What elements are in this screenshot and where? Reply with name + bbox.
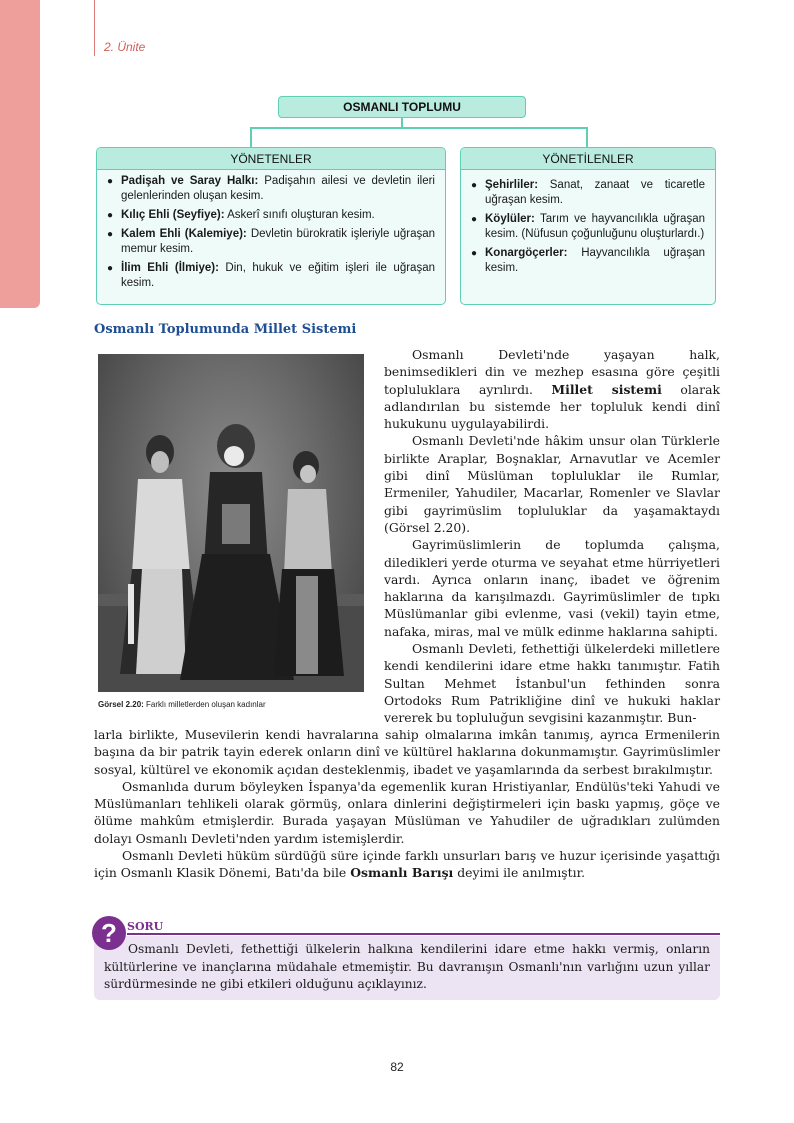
paragraph: Osmanlı Devleti, fethettiği ülkelerdeki milletlere kendi kendilerini idare etme hakkı tanımıştır. Fatih Sultan Mehmet İstanbul'un fethinden sonra Ortodoks Rum Patrikliğine dinî ve hukuki haklar vererek bu topluluğun sevgisini kazanmıştır. Bun- bbox=[384, 641, 720, 726]
paragraph: Osmanlıda durum böyleyken İspanya'da egemenlik kuran Hristiyanlar, Endülüs'teki Yahudi ve Müslümanları tehlikeli olarak görmüş, onlara dinlerini değiştirmeleri için baskı yapmış, göçe ve ölüme mahkûm etmişlerdir. Burada yaşayan Müslüman ve Yahudiler de uğradıkları zulümden dolayı Osmanlı Devleti'nden yardım istemişlerdir. bbox=[94, 778, 720, 846]
paragraph: Osmanlı Devleti hüküm sürdüğü süre içinde farklı unsurları barış ve huzur içerisinde yaşattığı için Osmanlı Klasik Dönemi, Batı'da bile Osmanlı Barışı deyimi ile anılmıştır. bbox=[94, 848, 720, 881]
paragraph: Osmanlı Devleti'nde hâkim unsur olan Türklerle birlikte Araplar, Boşnaklar, Arnavutlar ve Acemler gibi dinî Müslüman topluluklar ile Rumlar, Ermeniler, Yahudiler, Macarlar, Romenler ve Slavlar gibi gayrimüslim topluluklar da yaşamaktaydı (Görsel 2.20). bbox=[384, 433, 720, 535]
list-item: ● İlim Ehli (İlmiye): Din, hukuk ve eğitim işleri ile uğraşan kesim. bbox=[107, 261, 435, 291]
section-title: Osmanlı Toplumunda Millet Sistemi bbox=[94, 322, 357, 337]
list-item: ● Şehirliler: Sanat, zanaat ve ticaretle uğraşan kesim. bbox=[471, 178, 705, 208]
connector-bar bbox=[250, 127, 588, 129]
paragraph: Osmanlı Devleti'nde yaşayan halk, benimsedikleri din ve mezhep esasına göre çeşitli topluluklara ayrılırdı. Millet sistemi olarak adlandırılan bu sistemde her topluluk kendi dinî hukukunu uygulayabilirdi. bbox=[384, 347, 720, 432]
right-column-text bbox=[384, 346, 720, 727]
historical-photo bbox=[98, 354, 364, 692]
unit-label: 2. Ünite bbox=[104, 40, 146, 54]
paragraph: larla birlikte, Musevilerin kendi havralarına sahip olmalarına imkân tanımış, ayrıca Ermenilerin başına da bir patrik tayin ederek onların dinî ve kültürel haklarına dokunmamıştır. Gayrimüslimler sosyal, kültürel ve ekonomik açıdan desteklenmiş, ibadet ve yaşamlarında da serbest bırakılmıştır. bbox=[94, 727, 720, 777]
list-item: ● Konargöçerler: Hayvancılıkla uğraşan kesim. bbox=[471, 246, 705, 276]
question-box bbox=[94, 936, 720, 1000]
question-mark-icon: ? bbox=[92, 916, 126, 950]
ruled-list bbox=[461, 170, 715, 276]
list-item: ● Padişah ve Saray Halkı: Padişahın ailesi ve devletin ileri gelenlerinden oluşan kesim. bbox=[107, 174, 435, 204]
full-width-text bbox=[94, 726, 720, 882]
list-item: ● Kılıç Ehli (Seyfiye): Askerî sınıfı oluşturan kesim. bbox=[107, 208, 435, 223]
paragraph: Gayrimüslimlerin de toplumda çalışma, diledikleri yerde oturma ve seyahat etme hürriyetleri vardı. Ayrıca onların inanç, ibadet ve öğrenim haklarına da karışılmazdı. Gayrimüslimler de tıpkı Müslümanlar gibi evlenme, vasi (vekil) tayin etme, nafaka, miras, mal ve mülk edinme haklarına sahipti. bbox=[384, 537, 720, 639]
connector-right bbox=[586, 127, 588, 147]
side-tab bbox=[0, 0, 40, 308]
page-number: 82 bbox=[390, 1060, 404, 1074]
unit-rule bbox=[94, 0, 95, 56]
question-text: Osmanlı Devleti, fethettiği ülkelerin halkına kendilerini idare etme hakkı vermiş, onların kültürlerine ve inançlarına müdahale etmemiştir. Bu davranışın Osmanlı'nın varlığını uzun yıllar sürdürmesinde ne gibi etkileri olduğunu açıklayınız. bbox=[104, 942, 710, 991]
question-label: SORU bbox=[127, 920, 164, 933]
rulers-title: YÖNETENLER bbox=[97, 148, 445, 170]
connector-left bbox=[250, 127, 252, 147]
figure-caption: Görsel 2.20: Farklı milletlerden oluşan kadınlar bbox=[98, 700, 266, 709]
rulers-panel bbox=[96, 147, 446, 305]
list-item: ● Köylüler: Tarım ve hayvancılıkla uğraşan kesim. (Nüfusun çoğunluğunu oluşturlardı.) bbox=[471, 212, 705, 242]
list-item: ● Kalem Ehli (Kalemiye): Devletin bürokratik işleriyle uğraşan memur kesim. bbox=[107, 227, 435, 257]
ruled-panel bbox=[460, 147, 716, 305]
rulers-list bbox=[97, 170, 445, 291]
diagram-root: OSMANLI TOPLUMU bbox=[278, 96, 526, 118]
photo-illustration bbox=[98, 354, 364, 692]
ruled-title: YÖNETİLENLER bbox=[461, 148, 715, 170]
question-rule bbox=[127, 933, 720, 935]
